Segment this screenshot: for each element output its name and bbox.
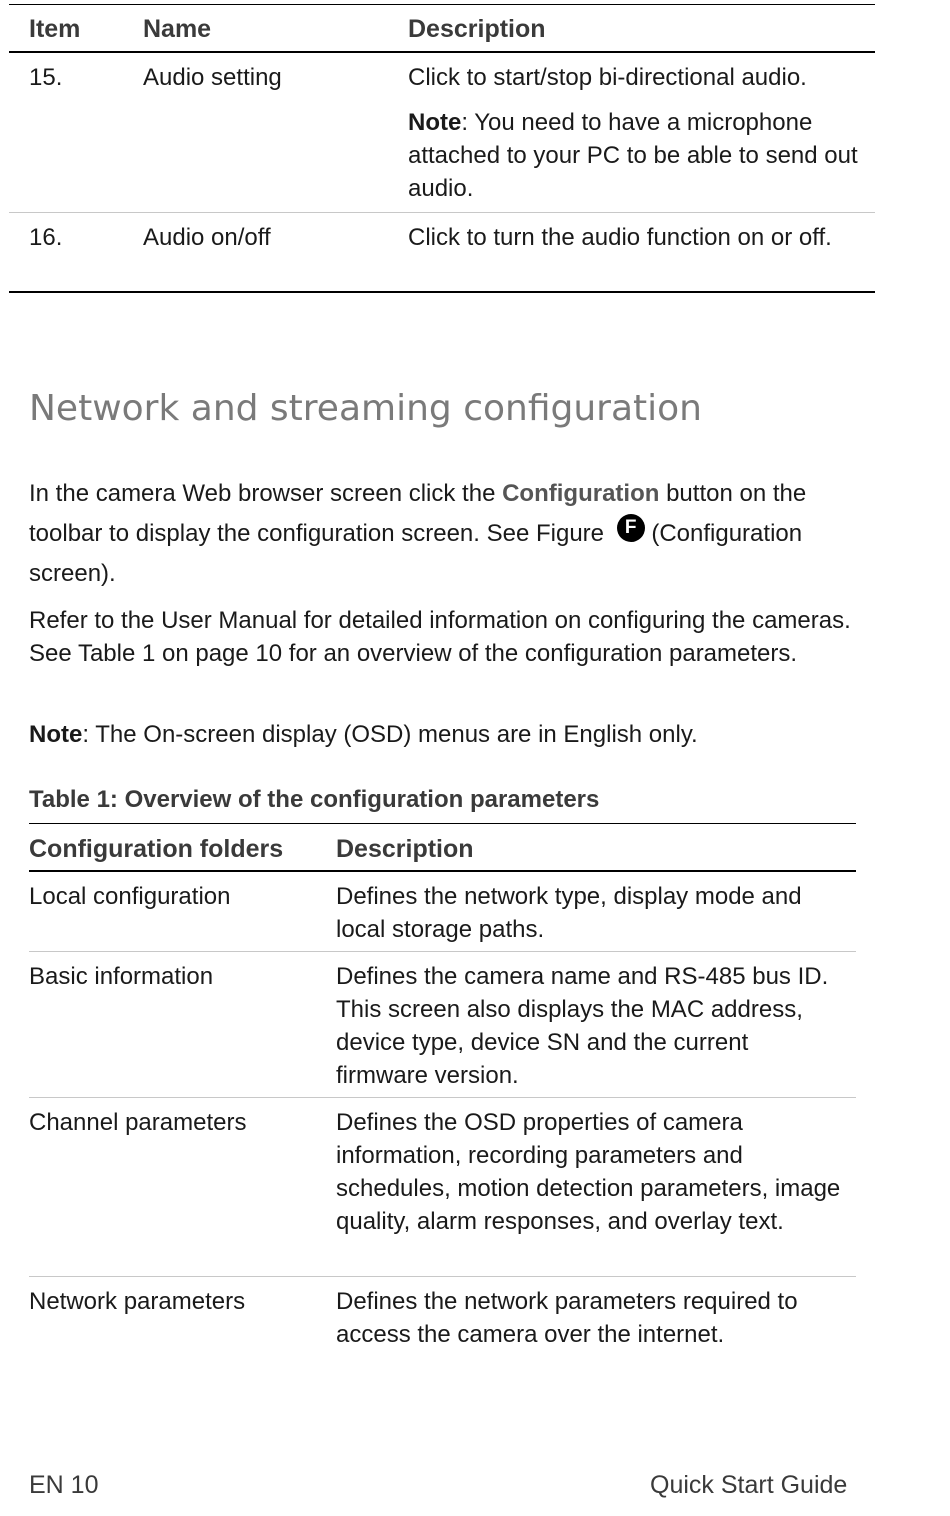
- folder-description: Defines the camera name and RS-485 bus ID. This screen also displays the MAC address, device type, device SN and the current firmware version.: [336, 963, 829, 1089]
- row-name: Audio on/off: [143, 224, 271, 251]
- configuration-button-reference: Configuration: [502, 480, 660, 507]
- intro-paragraph: [29, 474, 859, 594]
- section-title: Network and streaming configuration: [29, 388, 702, 429]
- folder-description: Defines the OSD properties of camera information, recording parameters and schedules, motion detection parameters, image quality, alarm responses, and overlay text.: [336, 1109, 841, 1235]
- folder-description: Defines the network parameters required to access the camera over the internet.: [336, 1288, 798, 1348]
- folder-channel-parameters: Channel parameters: [29, 1109, 247, 1136]
- row-separator: [29, 1276, 856, 1277]
- column-header-configuration-folders: Configuration folders: [29, 835, 284, 863]
- column-header-description: Description: [336, 835, 474, 863]
- guide-title: Quick Start Guide: [650, 1471, 848, 1499]
- intro-text: (Configuration screen).: [29, 520, 803, 587]
- row-separator: [9, 212, 875, 213]
- row-separator: [29, 1097, 856, 1098]
- table-top-rule: [9, 4, 875, 5]
- row-description: Click to start/stop bi-directional audio.: [408, 64, 807, 91]
- note-text: : You need to have a microphone attached to your PC to be able to send out audio.: [408, 109, 858, 202]
- header-rule: [29, 870, 856, 872]
- column-header-item: Item: [29, 15, 81, 43]
- table-top-rule: [29, 823, 856, 824]
- user-manual-paragraph: Refer to the User Manual for detailed information on configuring the cameras. See Table 1 on page 10 for an overview of the configuration parameters.: [29, 607, 851, 667]
- row-note: [408, 106, 868, 205]
- row-description: Click to turn the audio function on or off.: [408, 224, 832, 251]
- intro-text: button on the toolbar to display the configuration screen. See Figure: [29, 480, 807, 547]
- table-bottom-rule: [9, 291, 875, 293]
- column-header-description: Description: [408, 15, 546, 43]
- folder-network-parameters: Network parameters: [29, 1288, 246, 1315]
- header-rule: [9, 51, 875, 53]
- folder-local-configuration: Local configuration: [29, 883, 231, 910]
- note-text: : The On-screen display (OSD) menus are in English only.: [82, 721, 698, 748]
- folder-basic-information: Basic information: [29, 963, 214, 990]
- row-separator: [29, 951, 856, 952]
- note-label: Note: [29, 721, 83, 748]
- row-item-number: 16.: [29, 224, 63, 251]
- intro-text: In the camera Web browser screen click the: [29, 480, 503, 507]
- column-header-name: Name: [143, 15, 212, 43]
- row-item-number: 15.: [29, 64, 63, 91]
- folder-description: Defines the network type, display mode and local storage paths.: [336, 883, 802, 943]
- page-number: EN 10: [29, 1471, 99, 1499]
- note-label: Note: [408, 109, 462, 136]
- row-name: Audio setting: [143, 64, 282, 91]
- figure-f-badge: F: [617, 514, 645, 542]
- table-caption: Table 1: Overview of the configuration parameters: [29, 786, 600, 813]
- osd-note: [29, 718, 859, 751]
